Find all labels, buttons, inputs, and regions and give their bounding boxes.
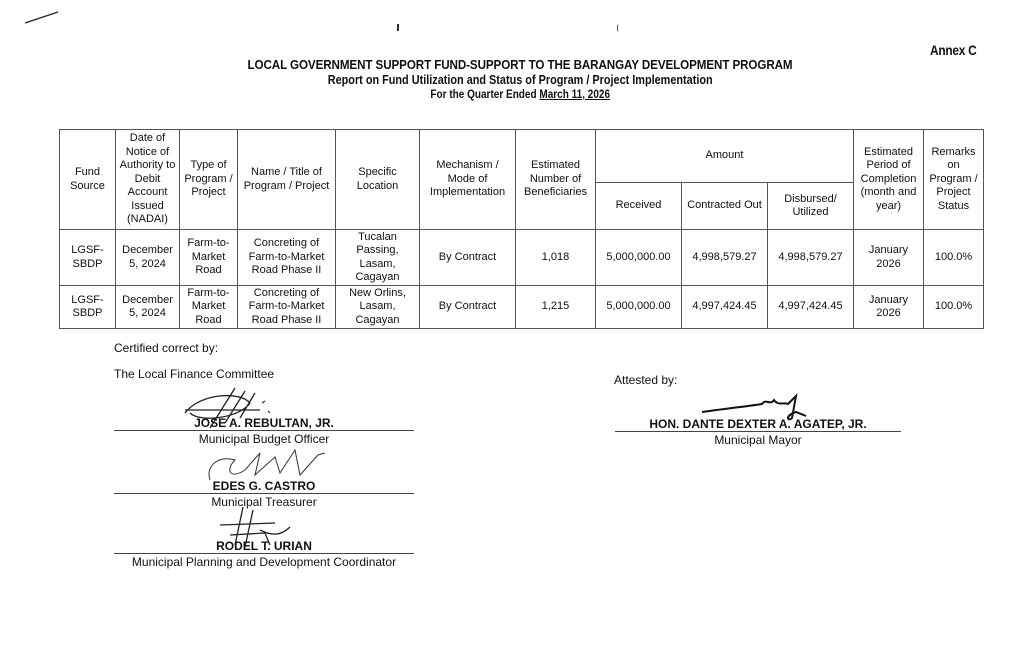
col-fund-source: Fund Source [60, 130, 116, 230]
report-heading [0, 58, 1024, 102]
cell-nadai-date: December 5, 2024 [116, 230, 180, 286]
col-remarks: Remarks on Program / Project Status [924, 130, 984, 230]
table-row [60, 230, 984, 286]
scan-artifact-stroke [24, 10, 60, 24]
col-beneficiaries: Estimated Number of Beneficiaries [516, 130, 596, 230]
cell-contracted: 4,998,579.27 [682, 230, 768, 286]
cell-fund-source: LGSF-SBDP [60, 230, 116, 286]
scan-artifact-tick [617, 24, 620, 32]
col-nadai-date: Date of Notice of Authority to Debit Account Issued (NADAI) [116, 130, 180, 230]
cell-completion: January 2026 [854, 230, 924, 286]
cell-disbursed: 4,998,579.27 [768, 230, 854, 286]
annex-label: Annex C [930, 42, 977, 58]
report-subtitle: Report on Fund Utilization and Status of Program / Project Implementation [327, 73, 713, 87]
cell-beneficiaries: 1,215 [516, 286, 596, 329]
cell-beneficiaries: 1,018 [516, 230, 596, 286]
col-completion: Estimated Period of Completion (month and year) [854, 130, 924, 230]
col-received: Received [596, 183, 682, 230]
col-amount: Amount [596, 130, 854, 183]
cell-completion: January 2026 [854, 286, 924, 329]
cell-received: 5,000,000.00 [596, 286, 682, 329]
cell-contracted: 4,997,424.45 [682, 286, 768, 329]
col-location: Specific Location [336, 130, 420, 230]
signatory-role: Municipal Planning and Development Coordinator [131, 555, 397, 569]
cell-remarks: 100.0% [924, 286, 984, 329]
cell-type: Farm-to-Market Road [180, 286, 238, 329]
quarter-date: March 11, 2026 [539, 89, 610, 101]
scan-artifact-tick [397, 24, 399, 31]
quarter-prefix: For the Quarter Ended [430, 89, 537, 101]
col-disbursed: Disbursed/ Utilized [768, 183, 854, 230]
signatory-role: Municipal Budget Officer [198, 432, 330, 446]
attester-block [615, 417, 901, 447]
fund-utilization-table [59, 129, 984, 329]
signatory-role: Municipal Treasurer [211, 495, 317, 509]
cell-mechanism: By Contract [420, 230, 516, 286]
signatory-block [114, 416, 414, 446]
table-row [60, 286, 984, 329]
cell-remarks: 100.0% [924, 230, 984, 286]
signatory-name: RODEL T. URIAN [216, 539, 312, 553]
attested-label: Attested by: [614, 373, 678, 387]
cell-nadai-date: December 5, 2024 [116, 286, 180, 329]
col-mechanism: Mechanism / Mode of Implementation [420, 130, 516, 230]
cell-location: New Orlins, Lasam, Cagayan [336, 286, 420, 329]
cell-received: 5,000,000.00 [596, 230, 682, 286]
signatory-name: EDES G. CASTRO [212, 479, 316, 493]
col-contracted: Contracted Out [682, 183, 768, 230]
report-title: LOCAL GOVERNMENT SUPPORT FUND-SUPPORT TO THE BARANGAY DEVELOPMENT PROGRAM [247, 58, 793, 72]
cell-name: Concreting of Farm-to-Market Road Phase II [238, 230, 336, 286]
cell-type: Farm-to-Market Road [180, 230, 238, 286]
col-type: Type of Program / Project [180, 130, 238, 230]
attester-name: HON. DANTE DEXTER A. AGATEP, JR. [649, 417, 867, 431]
committee-label: The Local Finance Committee [114, 367, 275, 381]
signatory-block [114, 539, 414, 569]
cell-fund-source: LGSF-SBDP [60, 286, 116, 329]
cell-location: Tucalan Passing, Lasam, Cagayan [336, 230, 420, 286]
cell-disbursed: 4,997,424.45 [768, 286, 854, 329]
signatory-name: JOSE A. REBULTAN, JR. [194, 416, 334, 430]
cell-mechanism: By Contract [420, 286, 516, 329]
col-name: Name / Title of Program / Project [238, 130, 336, 230]
report-quarter [430, 88, 610, 102]
certified-label: Certified correct by: [114, 341, 219, 355]
attester-role: Municipal Mayor [714, 433, 802, 447]
table-header-row [60, 130, 984, 183]
cell-name: Concreting of Farm-to-Market Road Phase II [238, 286, 336, 329]
